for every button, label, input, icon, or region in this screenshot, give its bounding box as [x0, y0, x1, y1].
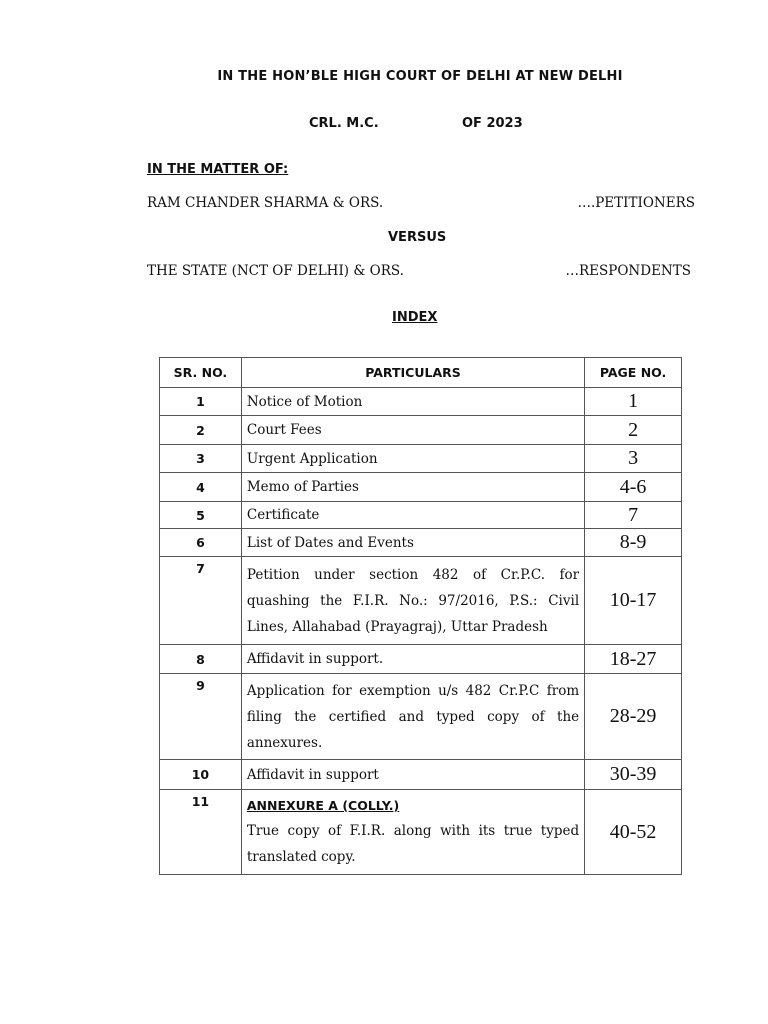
case-year: OF 2023: [462, 116, 523, 131]
row-sr-no: 2: [160, 416, 242, 445]
table-row: [160, 529, 682, 557]
row-particulars: Application for exemption u/s 482 Cr.P.C from filing the certified and typed copy of the annexures.: [241, 674, 584, 760]
row-particulars: Affidavit in support.: [241, 645, 584, 674]
versus-label: VERSUS: [388, 230, 447, 245]
respondent-name: THE STATE (NCT OF DELHI) & ORS.: [147, 263, 404, 279]
row-page-no: 3: [585, 445, 682, 473]
row-particulars: Notice of Motion: [241, 388, 584, 416]
row-sr-no: 7: [160, 557, 242, 645]
table-row: [160, 645, 682, 674]
petitioner-role: ….PETITIONERS: [577, 195, 695, 211]
header-particulars: PARTICULARS: [241, 358, 584, 388]
index-heading: INDEX: [392, 310, 438, 325]
court-title: IN THE HON’BLE HIGH COURT OF DELHI AT NEW DELHI: [217, 69, 623, 84]
header-page-no: PAGE NO.: [585, 358, 682, 388]
row-particulars: Affidavit in support: [241, 760, 584, 790]
row-page-no: 10-17: [585, 557, 682, 645]
row-sr-no: 9: [160, 674, 242, 760]
matter-heading: IN THE MATTER OF:: [147, 162, 289, 177]
row-page-no: 40-52: [585, 790, 682, 875]
row-page-no: 18-27: [585, 645, 682, 674]
table-row: [160, 674, 682, 760]
table-row: [160, 416, 682, 445]
petitioner-name: RAM CHANDER SHARMA & ORS.: [147, 195, 384, 211]
row-sr-no: 8: [160, 645, 242, 674]
row-particulars: Memo of Parties: [241, 473, 584, 502]
case-type: CRL. M.C.: [309, 116, 379, 131]
row-page-no: 30-39: [585, 760, 682, 790]
table-row: [160, 473, 682, 502]
header-sr-no: SR. NO.: [160, 358, 242, 388]
petitioner-line: [147, 195, 695, 211]
row-page-no: 2: [585, 416, 682, 445]
row-sr-no: 3: [160, 445, 242, 473]
row-sr-no: 5: [160, 502, 242, 529]
table-row: [160, 790, 682, 875]
table-row: [160, 502, 682, 529]
row-particulars: Urgent Application: [241, 445, 584, 473]
row-sr-no: 11: [160, 790, 242, 875]
table-row: [160, 760, 682, 790]
row-page-no: 8-9: [585, 529, 682, 557]
table-row: [160, 388, 682, 416]
row-particulars: [241, 790, 584, 875]
annexure-description: True copy of F.I.R. along with its true typed translated copy.: [246, 823, 580, 865]
table-header-row: [160, 358, 682, 388]
row-sr-no: 6: [160, 529, 242, 557]
row-particulars: List of Dates and Events: [241, 529, 584, 557]
table-row: [160, 557, 682, 645]
row-particulars: Court Fees: [241, 416, 584, 445]
respondent-role: …RESPONDENTS: [565, 263, 691, 279]
row-page-no: 7: [585, 502, 682, 529]
row-page-no: 4-6: [585, 473, 682, 502]
respondent-line: [147, 263, 695, 279]
row-sr-no: 10: [160, 760, 242, 790]
row-particulars: Certificate: [241, 502, 584, 529]
row-particulars: Petition under section 482 of Cr.P.C. for quashing the F.I.R. No.: 97/2016, P.S.: Civil Lines, Allahabad (Prayagraj), Uttar Pradesh: [241, 557, 584, 645]
row-sr-no: 4: [160, 473, 242, 502]
row-sr-no: 1: [160, 388, 242, 416]
table-row: [160, 445, 682, 473]
row-page-no: 1: [585, 388, 682, 416]
row-page-no: 28-29: [585, 674, 682, 760]
index-table: [159, 357, 682, 875]
annexure-title: ANNEXURE A (COLLY.): [246, 798, 400, 813]
